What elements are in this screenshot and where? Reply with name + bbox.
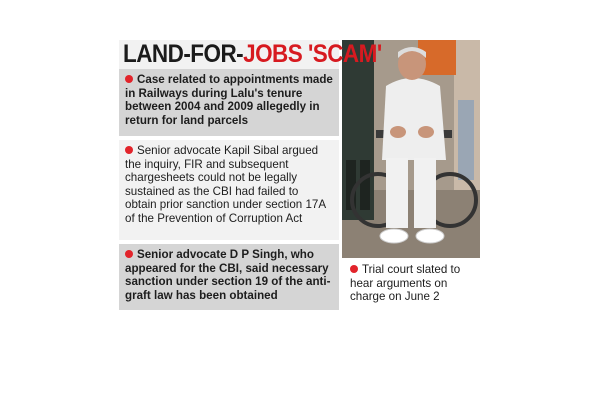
point-1-text: Case related to appointments made in Railways during Lalu's tenure between 2004 and 2009 allegedly in return for land parcels	[125, 73, 333, 127]
point-2-text: Senior advocate Kapil Sibal argued the inquiry, FIR and subsequent chargesheets could not be legally sustained as the CBI had failed to obtain prior sanction under section 17A of the Prevention of Corruption Act	[125, 144, 326, 225]
point-panel-1	[119, 69, 339, 136]
headline	[123, 40, 382, 68]
infographic-card	[119, 40, 480, 310]
bullet-dot-icon	[125, 146, 133, 154]
point-panel-3	[119, 244, 339, 310]
point-3	[125, 248, 333, 302]
headline-part-2: JOBS 'SCAM'	[243, 40, 382, 68]
point-panel-2	[119, 140, 339, 240]
point-3-text: Senior advocate D P Singh, who appeared for the CBI, said necessary sanction under section 19 of the anti-graft law has been obtained	[125, 248, 331, 302]
point-2	[125, 144, 333, 225]
photo-caption-panel	[342, 258, 480, 310]
point-1	[125, 73, 333, 127]
photo	[342, 40, 480, 258]
headline-part-1: LAND-FOR-	[123, 40, 244, 68]
bullet-dot-icon	[350, 265, 358, 273]
vertical-divider	[339, 40, 342, 310]
bullet-dot-icon	[125, 250, 133, 258]
photo-caption-text: Trial court slated to hear arguments on charge on June 2	[350, 263, 461, 303]
photo-illustration	[342, 40, 480, 258]
bullet-dot-icon	[125, 75, 133, 83]
